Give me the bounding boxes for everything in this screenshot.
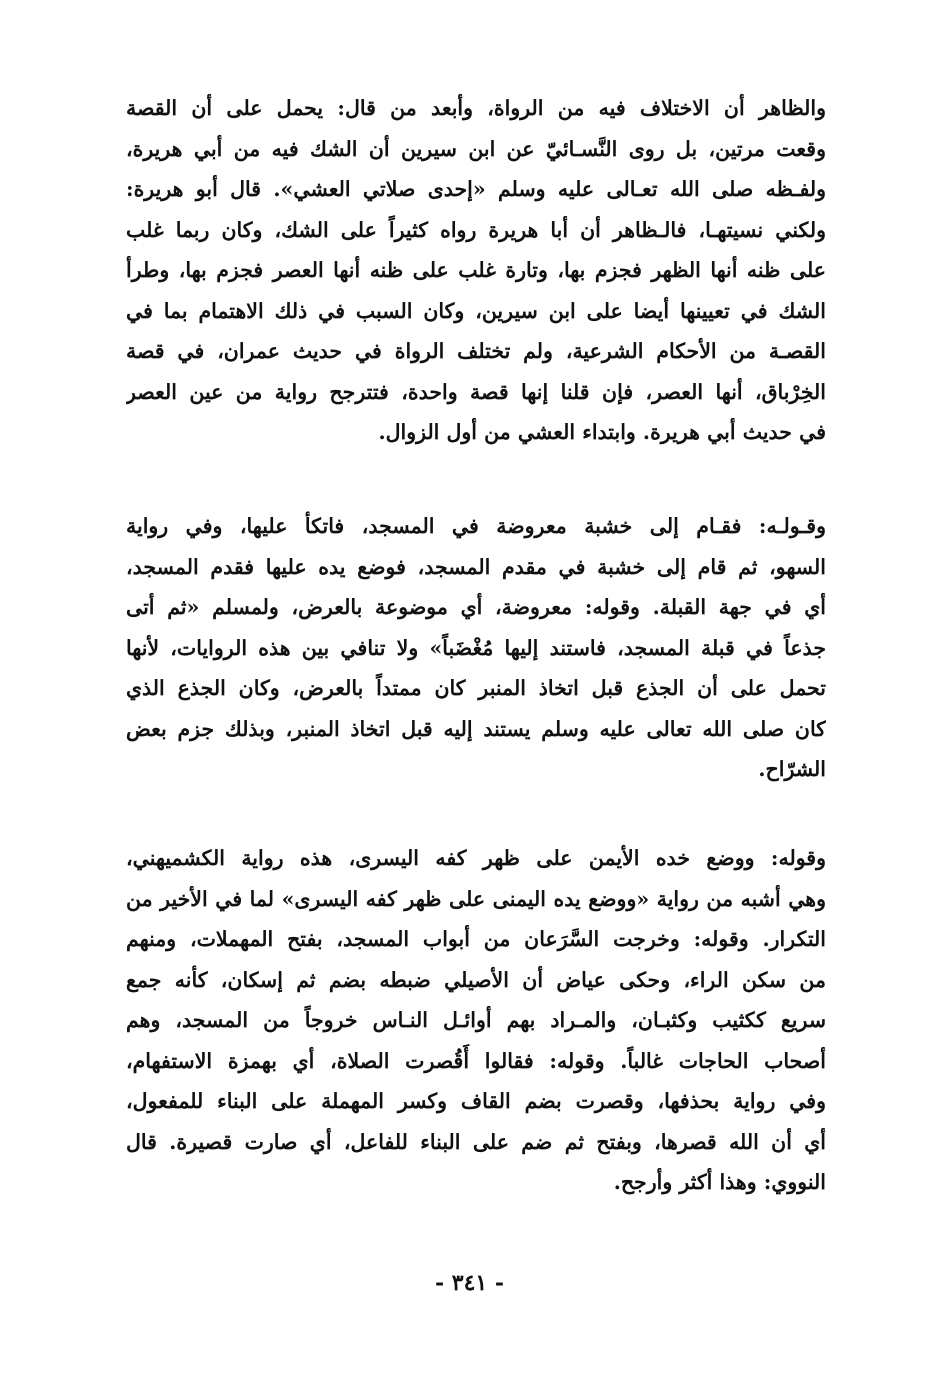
text-line: الشرّاح. xyxy=(758,757,826,781)
text-line: وهي أشبه من رواية «ووضع يده اليمنى على ظهر كفه اليسرى» لما في الأخير من xyxy=(126,886,826,911)
text-line: في حديث أبي هريرة. وابتداء العشي من أول الزوال. xyxy=(378,420,826,444)
page-number: - ٣٤١ - xyxy=(434,1270,505,1296)
text-line: سريع ككثيب وكثبـان، والمـراد بهم أوائـل النـاس خروجاً من المسجد، وهم xyxy=(126,1008,826,1032)
text-line: السهو، ثم قام إلى خشبة في مقدم المسجد، فوضع يده عليها فقدم المسجد، xyxy=(126,554,826,579)
text-line: ولكني نسيتهـا، فالـظاهر أن أبا هريرة رواه كثيراً على الشك، وكان ربما غلب xyxy=(126,217,826,242)
text-line: التكرار. وقوله: وخرجت السَّرَعان من أبواب المسجد، بفتح المهملات، ومنهم xyxy=(126,927,826,951)
text-line: الخِرْباق، أنها العصر، فإن قلنا إنها قصة واحدة، فتترجح رواية من عين العصر xyxy=(126,379,826,404)
text-line: وقوله: ووضع خده الأيمن على ظهر كفه اليسرى، هذه رواية الكشميهني، xyxy=(126,846,826,870)
text-line: الشك في تعيينها أيضا على ابن سيرين، وكان السبب في ذلك الاهتمام بما في xyxy=(126,298,826,323)
paragraph-2 xyxy=(126,506,826,790)
text-line: القصـة من الأحكام الشرعية، ولم تختلف الرواة في حديث عمران، في قصة xyxy=(126,339,826,363)
text-line: النووي: وهذا أكثر وأرجح. xyxy=(613,1170,826,1194)
text-line: أصحاب الحاجات غالباً. وقوله: فقالوا أَقُصرت الصلاة، أي بهمزة الاستفهام، xyxy=(126,1048,826,1073)
text-line: على ظنه أنها الظهر فجزم بها، وتارة غلب على ظنه أنها العصر فجزم بها، وطرأ xyxy=(126,258,826,282)
text-line: ولفـظه صلى الله تعـالى عليه وسلم «إحدى صلاتي العشي». قال أبو هريرة: xyxy=(126,177,826,201)
paragraph-3 xyxy=(126,838,826,1203)
paragraph-1 xyxy=(126,88,826,453)
text-line: من سكن الراء، وحكى عياض أن الأصيلي ضبطه بضم ثم إسكان، كأنه جمع xyxy=(126,967,826,992)
text-line: والظاهر أن الاختلاف فيه من الرواة، وأبعد من قال: يحمل على أن القصة xyxy=(126,96,826,120)
text-line: كان صلى الله تعالى عليه وسلم يستند إليه قبل اتخاذ المنبر، وبذلك جزم بعض xyxy=(126,716,826,741)
text-line: جذعاً في قبلة المسجد، فاستند إليها مُغْضَباً» ولا تنافي بين هذه الروايات، لأنها xyxy=(126,635,826,660)
text-line: أي أن الله قصرها، وبفتح ثم ضم على البناء للفاعل، أي صارت قصيرة. قال xyxy=(126,1129,826,1154)
text-line: وقعت مرتين، بل روى النَّسـائيّ عن ابن سيرين أن الشك فيه من أبي هريرة، xyxy=(126,136,826,161)
text-line: وفي رواية بحذفها، وقصرت بضم القاف وكسر المهملة على البناء للمفعول، xyxy=(126,1089,826,1113)
text-line: وقـولـه: فقـام إلى خشبة معروضة في المسجد، فاتكأ عليها، وفي رواية xyxy=(126,514,826,538)
text-line: تحمل على أن الجذع قبل اتخاذ المنبر كان ممتداً بالعرض، وكان الجذع الذي xyxy=(126,676,826,700)
text-line: أي في جهة القبلة. وقوله: معروضة، أي موضوعة بالعرض، ولمسلم «ثم أتى xyxy=(126,595,826,619)
